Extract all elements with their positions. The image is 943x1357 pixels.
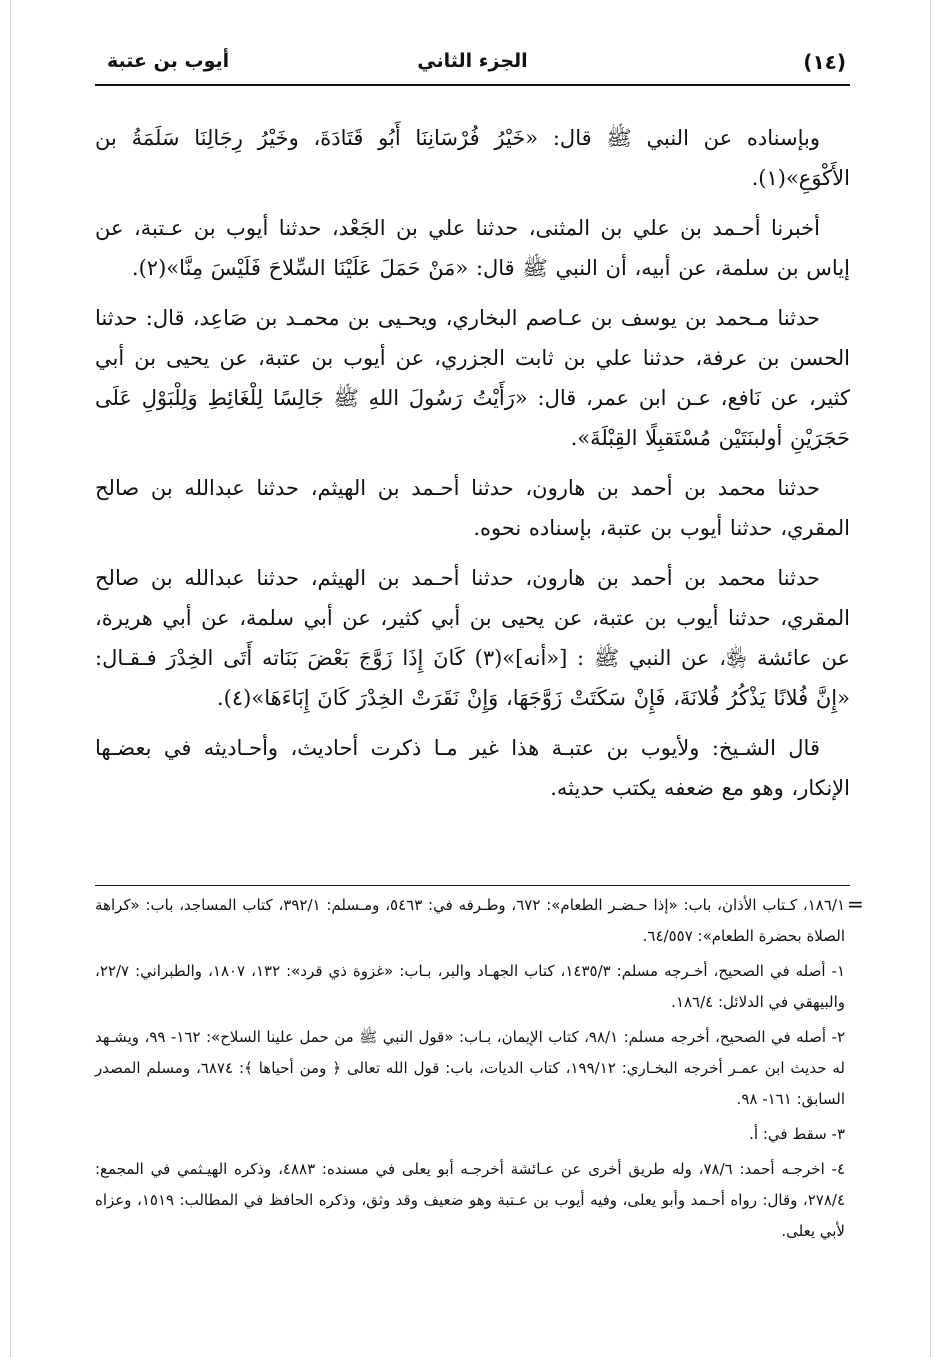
paragraph-3: حدثنا مـحمد بن يوسف بن عـاصم البخاري، ويحـيى بن محمـد بن صَاعِد، قال: حدثنا الحسن بن عرفة، حدثنا علي بن ثابت الجزري، عن أيوب بن عتبة، عن يحيى بن أبي كثير، عن نَافع، عـن ابن عمر، قال: «رَأَيْتُ رَسُولَ اللهِ ﷺ جَالِسًا لِلْغَائِطِ وَلِلْبَوْلِ عَلَى حَجَرَيْنِ أولبنَتَيْن مُسْتَقبِلًا القِبْلَةَ». — [95, 306, 851, 450]
paragraph-5: حدثنا محمد بن أحمد بن هارون، حدثنا أحـمد بن الهيثم، حدثنا عبدالله بن صالح المقري، حدثنا أيوب بن عتبة، عن يحيى بن أبي كثير، عن أبي سلمة، عن أبي هريرة، عن عائشة ﵂، عن النبي ﷺ : [«أنه]»(٣) كَانَ إِذَا زَوَّجَ بَعْضَ بَنَاته أَتَى الخِدْرَ فـقـال: «إِنَّ فُلانًا يَذْكُرُ فُلانَةَ، فَإِنْ سَكَتَتْ زَوَّجَهَا، وَإِنْ نَقَرَتْ الخِدْرَ كَانَ إِبَاءَهَا»(٤). — [95, 566, 850, 710]
scan-edge-mark-left — [10, 0, 11, 1357]
running-title-part: الجزء الثاني — [417, 50, 528, 72]
footnote-1: ١- أصله في الصحيح، أخـرجه مسلم: ١٤٣٥/٣، كتاب الجهـاد والبر، بـاب: «غزوة ذي قرد»: ١٣٢، ١٨٠٧، والطبراني: ٢٢/٧، والبيهقي في الدلائل: ١٨٦/٤. — [95, 962, 845, 1011]
paragraph-2: أخبرنا أحـمد بن علي بن المثنى، حدثنا علي بن الجَعْد، حدثنا أيوب بن عـتبة، عن إياس بن سلمة، عن أبيه، أن النبي ﷺ قال: «مَنْ حَمَلَ عَلَيْنَا السِّلاحَ فَلَيْسَ مِنَّا»(٢). — [95, 216, 850, 280]
footnote-4: ٤- اخرجـه أحمد: ٧٨/٦، وله طريق أخرى عن عـائشة أخرجـه أبو يعلى في مسنده: ٤٨٨٣، وذكره الهيـثمي في المجمع: ٢٧٨/٤، وقال: رواه أحـمد وأبو يعلى، وفيه أيوب بن عـتبة وهو ضعيف وقد وثق، وذكره الحافظ في المطالب: ١٥١٩، وعزاه لأبي يعلى. — [95, 1160, 845, 1240]
paragraph-1: وبإسناده عن النبي ﷺ قال: «خَيْرُ فُرْسَانِنَا أَبُو قَتَادَةَ، وخَيْرُ رِجَالِنَا سَلَمَةُ بن الأَكْوَعِ»(١). — [95, 126, 850, 190]
footnotes — [95, 890, 845, 1251]
footnote-3: ٣- سقط في: أ. — [749, 1125, 845, 1143]
footnote-continuation-marker: = — [847, 892, 864, 916]
main-text — [95, 118, 850, 818]
paragraph-6: قال الشـيخ: ولأيوب بن عتبـة هذا غير مـا ذكرت أحاديث، وأحـاديثه في بعضـها الإنكار، وهو مع ضعفه يكتب حديثه. — [95, 736, 850, 800]
scan-edge-mark-right — [930, 0, 931, 1357]
page-number: (١٤) — [803, 50, 846, 74]
page-header — [95, 44, 850, 86]
footnote-divider — [95, 885, 850, 886]
footnote-2: ٢- أصله في الصحيح، أخرجه مسلم: ٩٨/١، كتاب الإيمان، بـاب: «قول النبي ﷺ من حمل علينا السلاح»: ١٦٢- ٩٩، ويشـهد له حديث ابن عمـر أخرجه البخـاري: ١٩٩/١٢، كتاب الديات، باب: قول الله تعالى ﴿ ومن أحياها ﴾: ٦٨٧٤، ومسلم المصدر السابق: ١٦١- ٩٨. — [95, 1028, 845, 1108]
running-title-book: أيوب بن عتبة — [107, 50, 230, 72]
footnote-continued: ١٨٦/١، كـتاب الأذان، باب: «إذا حـضـر الطعام»: ٦٧٢، وطـرفه في: ٥٤٦٣، ومـسلم: ٣٩٢/١، كتاب المساجد، باب: «كراهة الصلاة بحضرة الطعام»: ٦٤/٥٥٧. — [95, 896, 845, 945]
paragraph-4: حدثنا محمد بن أحمد بن هارون، حدثنا أحـمد بن الهيثم، حدثنا عبدالله بن صالح المقري، حدثنا أيوب بن عتبة، بإسناده نحوه. — [95, 476, 850, 540]
